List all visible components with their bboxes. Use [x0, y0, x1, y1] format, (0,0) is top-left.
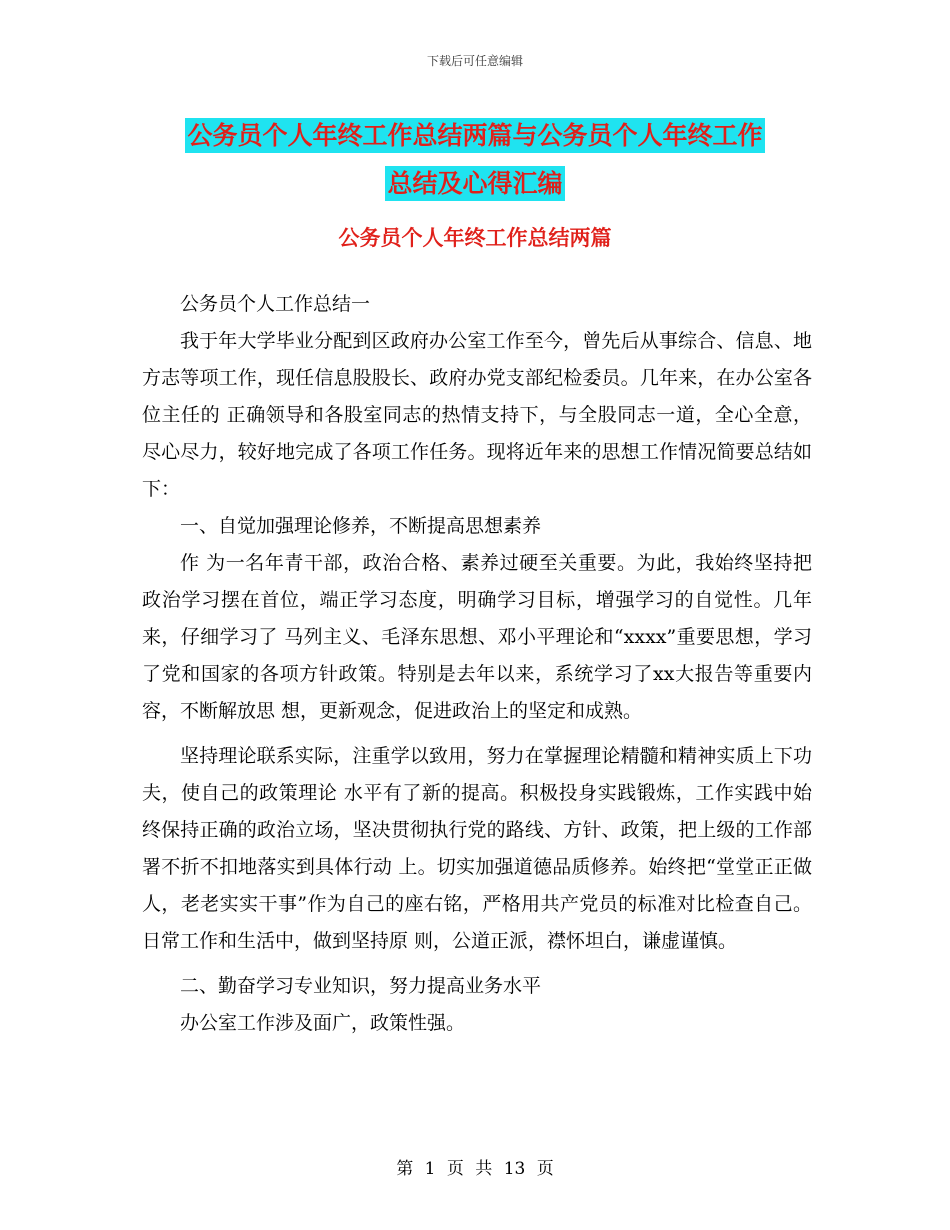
page-footer: 第 1 页 共 13 页	[396, 1159, 554, 1179]
header-note: 下载后可任意编辑	[426, 54, 523, 68]
paragraph: 我于年大学毕业分配到区政府办公室工作至今，曾先后从事综合、信息、地方志等项工作，现任信息股股长、政府办党支部纪检委员。几年来，在办公室各位主任的 正确领导和各股室同志的热情支持下，与全股同志一道，全心全意，尽心尽力，较好地完成了各项工作任务。现将近年来的思想工作情况简要总结如下：	[142, 330, 812, 500]
document-title-line-1: 公务员个人年终工作总结两篇与公务员个人年终工作	[185, 118, 764, 153]
paragraph-subheading: 公务员个人工作总结一	[180, 293, 371, 315]
document-title-line-2: 总结及心得汇编	[385, 166, 564, 201]
paragraph: 作 为一名年青干部，政治合格、素养过硬至关重要。为此，我始终坚持把政治学习摆在首位，端正学习态度，明确学习目标，增强学习的自觉性。几年来，仔细学习了 马列主义、毛泽东思想、邓小平理论和“xxxx”重要思想，学习了党和国家的各项方针政策。特别是去年以来，系统学习了xx大报告等重要内容，不断解放思 想，更新观念，促进政治上的坚定和成熟。	[142, 552, 812, 722]
paragraph-heading: 二、勤奋学习专业知识，努力提高业务水平	[180, 975, 542, 997]
paragraph: 坚持理论联系实际，注重学以致用，努力在掌握理论精髓和精神实质上下功夫，使自己的政策理论 水平有了新的提高。积极投身实践锻炼，工作实践中始终保持正确的政治立场，坚决贯彻执行党的路线、方针、政策，把上级的工作部署不折不扣地落实到具体行动 上。切实加强道德品质修养。始终把“堂堂正正做人，老老实实干事”作为自己的座右铭，严格用共产党员的标准对比检查自己。日常工作和生活中，做到坚持原 则，公道正派，襟怀坦白，谦虚谨慎。	[142, 745, 812, 952]
paragraph: 办公室工作涉及面广，政策性强。	[180, 1012, 466, 1034]
document-body	[142, 286, 812, 1042]
document-title	[0, 112, 950, 208]
section-title: 公务员个人年终工作总结两篇	[338, 226, 612, 250]
paragraph-heading: 一、自觉加强理论修养，不断提高思想素养	[180, 515, 542, 537]
